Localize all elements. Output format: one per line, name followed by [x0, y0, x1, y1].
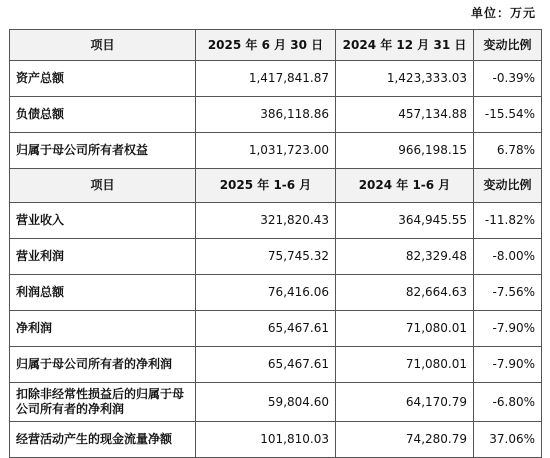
table-row — [10, 203, 542, 239]
table-row — [10, 422, 542, 458]
row-change-ratio: -6.80% — [474, 383, 542, 422]
row-label: 归属于母公司所有者权益 — [10, 133, 196, 169]
row-value-current: 101,810.03 — [196, 422, 336, 458]
row-change-ratio: 37.06% — [474, 422, 542, 458]
row-value-prior: 74,280.79 — [336, 422, 474, 458]
header-item: 项目 — [10, 169, 196, 203]
row-label: 利润总额 — [10, 275, 196, 311]
row-value-prior: 457,134.88 — [336, 97, 474, 133]
row-value-current: 75,745.32 — [196, 239, 336, 275]
row-change-ratio: -15.54% — [474, 97, 542, 133]
row-change-ratio: -7.56% — [474, 275, 542, 311]
row-value-prior: 71,080.01 — [336, 347, 474, 383]
row-label: 负债总额 — [10, 97, 196, 133]
row-label: 营业收入 — [10, 203, 196, 239]
row-change-ratio: -7.90% — [474, 311, 542, 347]
row-value-current: 1,417,841.87 — [196, 61, 336, 97]
row-change-ratio: -0.39% — [474, 61, 542, 97]
row-value-prior: 71,080.01 — [336, 311, 474, 347]
row-change-ratio: 6.78% — [474, 133, 542, 169]
header-change-ratio: 变动比例 — [474, 30, 542, 61]
header-period-prior: 2024 年 1-6 月 — [336, 169, 474, 203]
row-value-current: 65,467.61 — [196, 311, 336, 347]
table-row — [10, 311, 542, 347]
table-header-row-balance — [10, 30, 542, 61]
row-label: 营业利润 — [10, 239, 196, 275]
header-date-current: 2025 年 6 月 30 日 — [196, 30, 336, 61]
table-row — [10, 239, 542, 275]
table-row — [10, 61, 542, 97]
row-value-current: 1,031,723.00 — [196, 133, 336, 169]
table-row — [10, 383, 542, 422]
row-value-current: 321,820.43 — [196, 203, 336, 239]
table-row — [10, 133, 542, 169]
row-value-current: 76,416.06 — [196, 275, 336, 311]
row-change-ratio: -11.82% — [474, 203, 542, 239]
header-change-ratio: 变动比例 — [474, 169, 542, 203]
row-change-ratio: -8.00% — [474, 239, 542, 275]
row-value-current: 386,118.86 — [196, 97, 336, 133]
row-label: 净利润 — [10, 311, 196, 347]
row-value-prior: 82,329.48 — [336, 239, 474, 275]
row-label: 扣除非经常性损益后的归属于母公司所有者的净利润 — [10, 383, 196, 422]
financial-summary-table — [9, 29, 542, 458]
row-value-current: 65,467.61 — [196, 347, 336, 383]
table-row — [10, 275, 542, 311]
row-value-prior: 966,198.15 — [336, 133, 474, 169]
header-item: 项目 — [10, 30, 196, 61]
row-label: 归属于母公司所有者的净利润 — [10, 347, 196, 383]
header-date-prior: 2024 年 12 月 31 日 — [336, 30, 474, 61]
row-label: 资产总额 — [10, 61, 196, 97]
table-header-row-income — [10, 169, 542, 203]
row-value-current: 59,804.60 — [196, 383, 336, 422]
row-label: 经营活动产生的现金流量净额 — [10, 422, 196, 458]
row-value-prior: 82,664.63 — [336, 275, 474, 311]
row-value-prior: 64,170.79 — [336, 383, 474, 422]
row-value-prior: 364,945.55 — [336, 203, 474, 239]
table-row — [10, 347, 542, 383]
row-value-prior: 1,423,333.03 — [336, 61, 474, 97]
header-period-current: 2025 年 1-6 月 — [196, 169, 336, 203]
row-change-ratio: -7.90% — [474, 347, 542, 383]
table-row — [10, 97, 542, 133]
unit-label: 单位：万元 — [470, 6, 536, 20]
